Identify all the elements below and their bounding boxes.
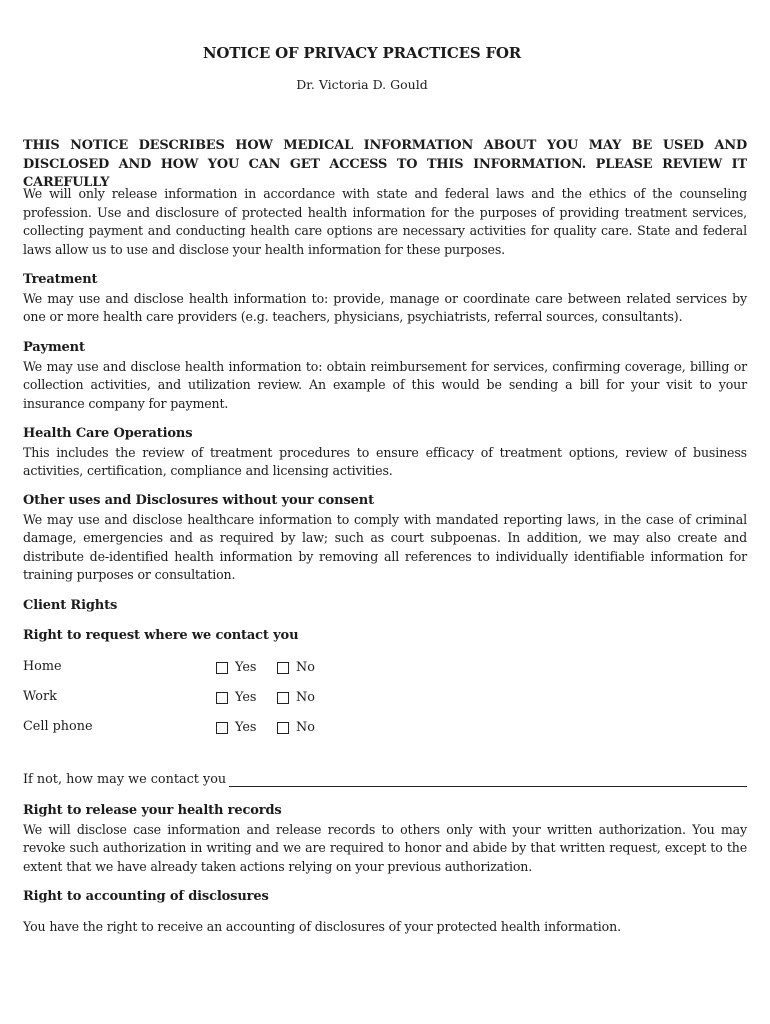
records-heading: Right to release your health records xyxy=(23,803,282,818)
other-uses-heading: Other uses and Disclosures without your consent xyxy=(23,493,374,508)
work-yes-label: Yes xyxy=(235,690,257,705)
work-no-checkbox[interactable] xyxy=(277,692,289,704)
cell-yes-label: Yes xyxy=(235,720,257,735)
operations-section xyxy=(23,425,747,481)
payment-body: We may use and disclose health information to: obtain reimbursement for services, confirming coverage, billing or collection activities, and utilization review. An example of this would be sending a bill for your visit to your insurance company for payment. xyxy=(23,358,747,411)
accounting-section xyxy=(23,888,747,936)
provider-name: Dr. Victoria D. Gould xyxy=(296,77,428,92)
home-no-label: No xyxy=(296,660,315,675)
contact-row-cell xyxy=(23,719,747,739)
other-uses-body: We may use and disclose healthcare information to comply with mandated reporting laws, in the case of criminal damage, emergencies and as required by law; such as court subpoenas. In addition, we may also create and distribute de-identified health information by removing all references to individually identifiable information for training purposes or consultation. xyxy=(23,511,747,583)
work-yes-checkbox[interactable] xyxy=(216,692,228,704)
alternate-contact-field[interactable] xyxy=(229,772,747,787)
payment-heading: Payment xyxy=(23,340,85,355)
home-yes-checkbox[interactable] xyxy=(216,662,228,674)
document-title: NOTICE OF PRIVACY PRACTICES FOR xyxy=(202,44,522,62)
home-yes-option[interactable] xyxy=(216,660,256,675)
treatment-section xyxy=(23,271,747,327)
home-no-option[interactable] xyxy=(277,660,315,675)
records-body: We will disclose case information and release records to others only with your written authorization. You may revoke such authorization in writing and we are required to honor and abide by that written request, except to the extent that we have already taken actions relying on your previous authorization. xyxy=(23,821,747,874)
contact-heading-block xyxy=(23,627,747,646)
work-no-label: No xyxy=(296,690,315,705)
records-section xyxy=(23,802,747,876)
intro-paragraph: We will only release information in accordance with state and federal laws and the ethics of the counseling profession. Use and disclosure of protected health information for the purposes of providing treatment services, collecting payment and conducting health care options are necessary activities for quality care. State and federal laws allow us to use and disclose your health information for these purposes. xyxy=(23,186,747,257)
contact-label-home: Home xyxy=(23,659,62,674)
operations-body: This includes the review of treatment procedures to ensure efficacy of treatment options, review of business activities, certification, compliance and licensing activities. xyxy=(23,444,747,479)
treatment-heading: Treatment xyxy=(23,272,98,287)
cell-yes-option[interactable] xyxy=(216,720,256,735)
other-uses-section xyxy=(23,492,747,585)
contact-label-cell: Cell phone xyxy=(23,719,93,734)
cell-yes-checkbox[interactable] xyxy=(216,722,228,734)
accounting-body: You have the right to receive an accounting of disclosures of your protected health information. xyxy=(23,918,621,934)
home-yes-label: Yes xyxy=(235,660,257,675)
client-rights-heading: Client Rights xyxy=(23,598,118,613)
contact-row-home xyxy=(23,659,747,679)
home-no-checkbox[interactable] xyxy=(277,662,289,674)
contact-row-work xyxy=(23,689,747,709)
operations-heading: Health Care Operations xyxy=(23,426,193,441)
work-yes-option[interactable] xyxy=(216,690,256,705)
contact-label-work: Work xyxy=(23,689,57,704)
payment-section xyxy=(23,339,747,413)
intro-block xyxy=(23,185,747,259)
client-rights-block xyxy=(23,597,747,616)
notice-banner: THIS NOTICE DESCRIBES HOW MEDICAL INFORMATION ABOUT YOU MAY BE USED AND DISCLOSED AND HOW YOU CAN GET ACCESS TO THIS INFORMATION. PLEASE REVIEW IT CAREFULLY xyxy=(23,138,747,191)
alternate-contact-row xyxy=(23,772,747,787)
cell-no-option[interactable] xyxy=(277,720,315,735)
contact-heading: Right to request where we contact you xyxy=(23,628,299,643)
cell-no-checkbox[interactable] xyxy=(277,722,289,734)
alternate-contact-label: If not, how may we contact you xyxy=(23,772,227,787)
cell-no-label: No xyxy=(296,720,315,735)
treatment-body: We may use and disclose health information to: provide, manage or coordinate care between related services by one or more health care providers (e.g. teachers, physicians, psychiatrists, referral sources, consultants). xyxy=(23,290,747,325)
accounting-heading: Right to accounting of disclosures xyxy=(23,889,269,904)
work-no-option[interactable] xyxy=(277,690,315,705)
